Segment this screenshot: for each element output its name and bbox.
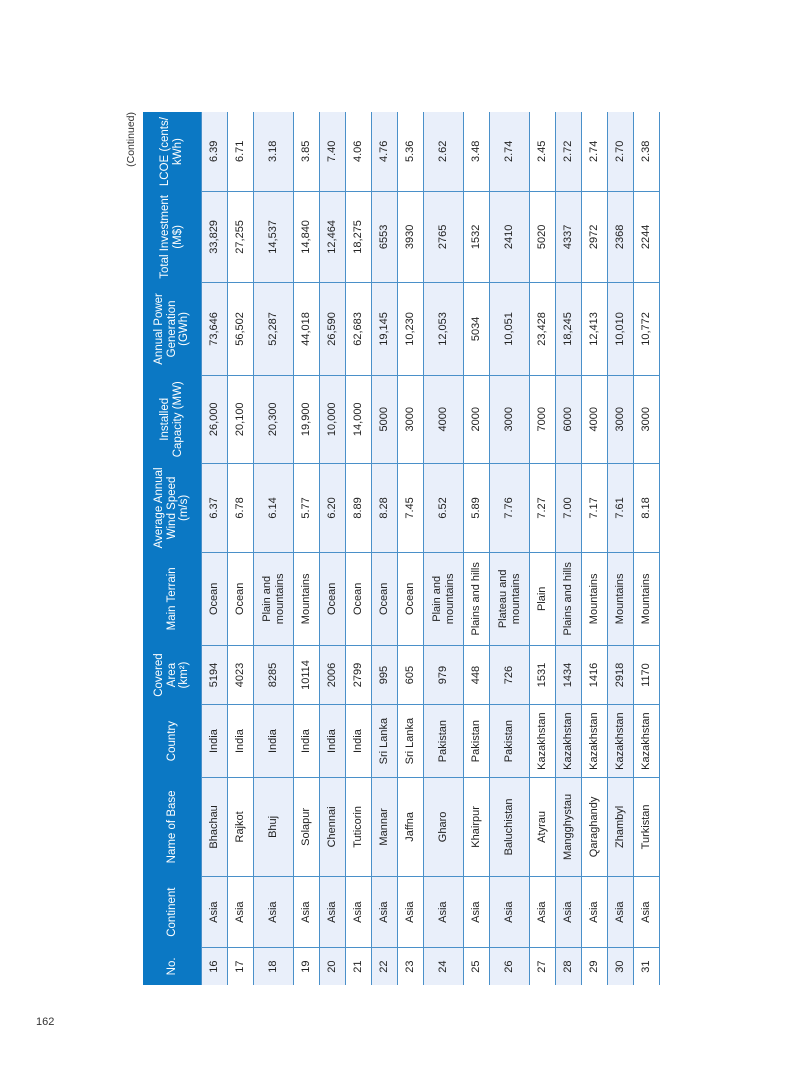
cell-installed-capacity: 20,300 bbox=[254, 375, 294, 463]
cell-name-of-base: Rajkot bbox=[228, 777, 254, 876]
cell-total-investment: 2244 bbox=[634, 191, 660, 282]
cell-total-investment: 14,840 bbox=[294, 191, 320, 282]
cell-name-of-base: Baluchistan bbox=[490, 777, 530, 876]
cell-name-of-base: Atyrau bbox=[530, 777, 556, 876]
cell-no: 23 bbox=[398, 948, 424, 985]
cell-annual-generation: 10,010 bbox=[608, 283, 634, 376]
cell-country: Kazakhstan bbox=[530, 705, 556, 777]
cell-total-investment: 5020 bbox=[530, 191, 556, 282]
table-row bbox=[372, 112, 398, 985]
cell-country: Pakistan bbox=[464, 705, 490, 777]
cell-lcoe: 2.70 bbox=[608, 112, 634, 191]
cell-no: 19 bbox=[294, 948, 320, 985]
cell-main-terrain: Ocean bbox=[346, 553, 372, 646]
cell-wind-speed: 7.17 bbox=[582, 463, 608, 552]
column-header-wind-speed: Average Annual Wind Speed (m/s) bbox=[143, 463, 202, 552]
cell-lcoe: 6.71 bbox=[228, 112, 254, 191]
cell-country: India bbox=[202, 705, 228, 777]
cell-country: India bbox=[228, 705, 254, 777]
cell-annual-generation: 23,428 bbox=[530, 283, 556, 376]
cell-name-of-base: Qaraghandy bbox=[582, 777, 608, 876]
cell-no: 28 bbox=[556, 948, 582, 985]
cell-lcoe: 2.62 bbox=[424, 112, 464, 191]
cell-main-terrain: Mountains bbox=[582, 553, 608, 646]
cell-continent: Asia bbox=[556, 877, 582, 948]
cell-name-of-base: Jaffna bbox=[398, 777, 424, 876]
cell-lcoe: 7.40 bbox=[320, 112, 346, 191]
cell-continent: Asia bbox=[372, 877, 398, 948]
cell-name-of-base: Tuticorin bbox=[346, 777, 372, 876]
cell-lcoe: 3.85 bbox=[294, 112, 320, 191]
cell-installed-capacity: 4000 bbox=[424, 375, 464, 463]
cell-installed-capacity: 26,000 bbox=[202, 375, 228, 463]
cell-country: Kazakhstan bbox=[608, 705, 634, 777]
table-row bbox=[294, 112, 320, 985]
table-row bbox=[530, 112, 556, 985]
cell-annual-generation: 10,230 bbox=[398, 283, 424, 376]
cell-name-of-base: Khairpur bbox=[464, 777, 490, 876]
cell-continent: Asia bbox=[228, 877, 254, 948]
cell-country: Kazakhstan bbox=[634, 705, 660, 777]
cell-total-investment: 33,829 bbox=[202, 191, 228, 282]
column-header-installed-capacity: Installed Capacity (MW) bbox=[143, 375, 202, 463]
cell-country: Sri Lanka bbox=[398, 705, 424, 777]
cell-installed-capacity: 14,000 bbox=[346, 375, 372, 463]
cell-continent: Asia bbox=[582, 877, 608, 948]
cell-covered-area: 1416 bbox=[582, 645, 608, 705]
cell-covered-area: 605 bbox=[398, 645, 424, 705]
cell-no: 24 bbox=[424, 948, 464, 985]
cell-main-terrain: Ocean bbox=[372, 553, 398, 646]
cell-wind-speed: 6.52 bbox=[424, 463, 464, 552]
table-row bbox=[320, 112, 346, 985]
cell-continent: Asia bbox=[424, 877, 464, 948]
cell-no: 20 bbox=[320, 948, 346, 985]
cell-continent: Asia bbox=[608, 877, 634, 948]
cell-continent: Asia bbox=[490, 877, 530, 948]
page-number: 162 bbox=[36, 1016, 55, 1028]
cell-no: 30 bbox=[608, 948, 634, 985]
cell-continent: Asia bbox=[254, 877, 294, 948]
cell-no: 25 bbox=[464, 948, 490, 985]
header-row bbox=[143, 112, 202, 985]
cell-main-terrain: Mountains bbox=[294, 553, 320, 646]
cell-wind-speed: 5.89 bbox=[464, 463, 490, 552]
cell-installed-capacity: 10,000 bbox=[320, 375, 346, 463]
column-header-main-terrain: Main Terrain bbox=[143, 553, 202, 646]
cell-continent: Asia bbox=[202, 877, 228, 948]
continued-label: (Continued) bbox=[125, 112, 137, 167]
cell-country: Pakistan bbox=[424, 705, 464, 777]
cell-annual-generation: 73,646 bbox=[202, 283, 228, 376]
cell-name-of-base: Chennai bbox=[320, 777, 346, 876]
table-row bbox=[582, 112, 608, 985]
cell-covered-area: 726 bbox=[490, 645, 530, 705]
cell-no: 26 bbox=[490, 948, 530, 985]
cell-no: 22 bbox=[372, 948, 398, 985]
cell-main-terrain: Plateau and mountains bbox=[490, 553, 530, 646]
cell-main-terrain: Mountains bbox=[634, 553, 660, 646]
cell-covered-area: 1531 bbox=[530, 645, 556, 705]
cell-main-terrain: Ocean bbox=[202, 553, 228, 646]
cell-wind-speed: 6.37 bbox=[202, 463, 228, 552]
cell-name-of-base: Mannar bbox=[372, 777, 398, 876]
cell-total-investment: 2765 bbox=[424, 191, 464, 282]
cell-name-of-base: Turkistan bbox=[634, 777, 660, 876]
cell-continent: Asia bbox=[398, 877, 424, 948]
cell-lcoe: 4.06 bbox=[346, 112, 372, 191]
cell-wind-speed: 7.45 bbox=[398, 463, 424, 552]
cell-wind-speed: 6.20 bbox=[320, 463, 346, 552]
cell-wind-speed: 6.14 bbox=[254, 463, 294, 552]
cell-total-investment: 14,537 bbox=[254, 191, 294, 282]
cell-installed-capacity: 20,100 bbox=[228, 375, 254, 463]
cell-name-of-base: Bhachau bbox=[202, 777, 228, 876]
wind-bases-table bbox=[143, 112, 660, 985]
cell-covered-area: 1434 bbox=[556, 645, 582, 705]
cell-name-of-base: Bhuj bbox=[254, 777, 294, 876]
cell-wind-speed: 8.18 bbox=[634, 463, 660, 552]
cell-lcoe: 3.18 bbox=[254, 112, 294, 191]
cell-main-terrain: Ocean bbox=[320, 553, 346, 646]
cell-installed-capacity: 3000 bbox=[398, 375, 424, 463]
cell-name-of-base: Gharo bbox=[424, 777, 464, 876]
cell-lcoe: 3.48 bbox=[464, 112, 490, 191]
cell-lcoe: 2.74 bbox=[582, 112, 608, 191]
cell-covered-area: 2799 bbox=[346, 645, 372, 705]
cell-main-terrain: Ocean bbox=[228, 553, 254, 646]
table-row bbox=[202, 112, 228, 985]
cell-installed-capacity: 6000 bbox=[556, 375, 582, 463]
cell-wind-speed: 8.89 bbox=[346, 463, 372, 552]
table-row bbox=[464, 112, 490, 985]
cell-lcoe: 4.76 bbox=[372, 112, 398, 191]
cell-covered-area: 2918 bbox=[608, 645, 634, 705]
cell-country: Sri Lanka bbox=[372, 705, 398, 777]
cell-covered-area: 8285 bbox=[254, 645, 294, 705]
column-header-country: Country bbox=[143, 705, 202, 777]
cell-installed-capacity: 3000 bbox=[490, 375, 530, 463]
cell-country: Kazakhstan bbox=[582, 705, 608, 777]
cell-no: 16 bbox=[202, 948, 228, 985]
cell-main-terrain: Plains and hills bbox=[464, 553, 490, 646]
cell-continent: Asia bbox=[294, 877, 320, 948]
cell-covered-area: 1170 bbox=[634, 645, 660, 705]
cell-country: India bbox=[320, 705, 346, 777]
cell-installed-capacity: 5000 bbox=[372, 375, 398, 463]
cell-total-investment: 27,255 bbox=[228, 191, 254, 282]
cell-name-of-base: Zhambyl bbox=[608, 777, 634, 876]
cell-total-investment: 6553 bbox=[372, 191, 398, 282]
cell-annual-generation: 56,502 bbox=[228, 283, 254, 376]
cell-lcoe: 6.39 bbox=[202, 112, 228, 191]
cell-name-of-base: Mangghystau bbox=[556, 777, 582, 876]
column-header-name-of-base: Name of Base bbox=[143, 777, 202, 876]
cell-covered-area: 448 bbox=[464, 645, 490, 705]
cell-total-investment: 2368 bbox=[608, 191, 634, 282]
cell-annual-generation: 62,683 bbox=[346, 283, 372, 376]
cell-total-investment: 12,464 bbox=[320, 191, 346, 282]
column-header-covered-area: Covered Area (km²) bbox=[143, 645, 202, 705]
cell-annual-generation: 10,772 bbox=[634, 283, 660, 376]
cell-total-investment: 2972 bbox=[582, 191, 608, 282]
cell-covered-area: 10114 bbox=[294, 645, 320, 705]
cell-country: Pakistan bbox=[490, 705, 530, 777]
cell-installed-capacity: 7000 bbox=[530, 375, 556, 463]
cell-annual-generation: 26,590 bbox=[320, 283, 346, 376]
column-header-total-investment: Total Investment (M$) bbox=[143, 191, 202, 282]
column-header-continent: Continent bbox=[143, 877, 202, 948]
cell-main-terrain: Ocean bbox=[398, 553, 424, 646]
cell-wind-speed: 6.78 bbox=[228, 463, 254, 552]
cell-country: Kazakhstan bbox=[556, 705, 582, 777]
cell-annual-generation: 19,145 bbox=[372, 283, 398, 376]
cell-installed-capacity: 4000 bbox=[582, 375, 608, 463]
column-header-annual-generation: Annual Power Generation (GWh) bbox=[143, 283, 202, 376]
cell-wind-speed: 7.76 bbox=[490, 463, 530, 552]
table-row bbox=[556, 112, 582, 985]
cell-total-investment: 2410 bbox=[490, 191, 530, 282]
cell-wind-speed: 8.28 bbox=[372, 463, 398, 552]
cell-annual-generation: 12,053 bbox=[424, 283, 464, 376]
cell-annual-generation: 44,018 bbox=[294, 283, 320, 376]
cell-no: 31 bbox=[634, 948, 660, 985]
cell-wind-speed: 5.77 bbox=[294, 463, 320, 552]
cell-no: 27 bbox=[530, 948, 556, 985]
cell-installed-capacity: 3000 bbox=[634, 375, 660, 463]
cell-main-terrain: Plain bbox=[530, 553, 556, 646]
cell-covered-area: 979 bbox=[424, 645, 464, 705]
cell-installed-capacity: 19,900 bbox=[294, 375, 320, 463]
cell-continent: Asia bbox=[530, 877, 556, 948]
cell-covered-area: 2006 bbox=[320, 645, 346, 705]
cell-annual-generation: 52,287 bbox=[254, 283, 294, 376]
column-header-no: No. bbox=[143, 948, 202, 985]
cell-covered-area: 4023 bbox=[228, 645, 254, 705]
cell-wind-speed: 7.27 bbox=[530, 463, 556, 552]
table-row bbox=[608, 112, 634, 985]
table-row bbox=[634, 112, 660, 985]
cell-continent: Asia bbox=[464, 877, 490, 948]
cell-country: India bbox=[346, 705, 372, 777]
cell-no: 29 bbox=[582, 948, 608, 985]
cell-no: 21 bbox=[346, 948, 372, 985]
cell-continent: Asia bbox=[346, 877, 372, 948]
cell-no: 17 bbox=[228, 948, 254, 985]
cell-covered-area: 5194 bbox=[202, 645, 228, 705]
table-row bbox=[490, 112, 530, 985]
table-row bbox=[398, 112, 424, 985]
cell-main-terrain: Plains and hills bbox=[556, 553, 582, 646]
cell-lcoe: 5.36 bbox=[398, 112, 424, 191]
column-header-lcoe: LCOE (cents/ kWh) bbox=[143, 112, 202, 191]
cell-continent: Asia bbox=[320, 877, 346, 948]
cell-installed-capacity: 3000 bbox=[608, 375, 634, 463]
cell-total-investment: 4337 bbox=[556, 191, 582, 282]
table-row bbox=[254, 112, 294, 985]
cell-main-terrain: Plain and mountains bbox=[424, 553, 464, 646]
cell-annual-generation: 5034 bbox=[464, 283, 490, 376]
cell-lcoe: 2.38 bbox=[634, 112, 660, 191]
cell-annual-generation: 12,413 bbox=[582, 283, 608, 376]
cell-no: 18 bbox=[254, 948, 294, 985]
cell-continent: Asia bbox=[634, 877, 660, 948]
cell-name-of-base: Solapur bbox=[294, 777, 320, 876]
cell-wind-speed: 7.00 bbox=[556, 463, 582, 552]
rotated-table-panel bbox=[121, 112, 652, 985]
table-row bbox=[424, 112, 464, 985]
cell-main-terrain: Plain and mountains bbox=[254, 553, 294, 646]
table-row bbox=[228, 112, 254, 985]
cell-total-investment: 3930 bbox=[398, 191, 424, 282]
cell-total-investment: 18,275 bbox=[346, 191, 372, 282]
table-row bbox=[346, 112, 372, 985]
cell-covered-area: 995 bbox=[372, 645, 398, 705]
cell-wind-speed: 7.61 bbox=[608, 463, 634, 552]
cell-lcoe: 2.74 bbox=[490, 112, 530, 191]
cell-country: India bbox=[294, 705, 320, 777]
cell-installed-capacity: 2000 bbox=[464, 375, 490, 463]
cell-main-terrain: Mountains bbox=[608, 553, 634, 646]
cell-country: India bbox=[254, 705, 294, 777]
cell-lcoe: 2.45 bbox=[530, 112, 556, 191]
cell-lcoe: 2.72 bbox=[556, 112, 582, 191]
cell-total-investment: 1532 bbox=[464, 191, 490, 282]
cell-annual-generation: 10,051 bbox=[490, 283, 530, 376]
cell-annual-generation: 18,245 bbox=[556, 283, 582, 376]
